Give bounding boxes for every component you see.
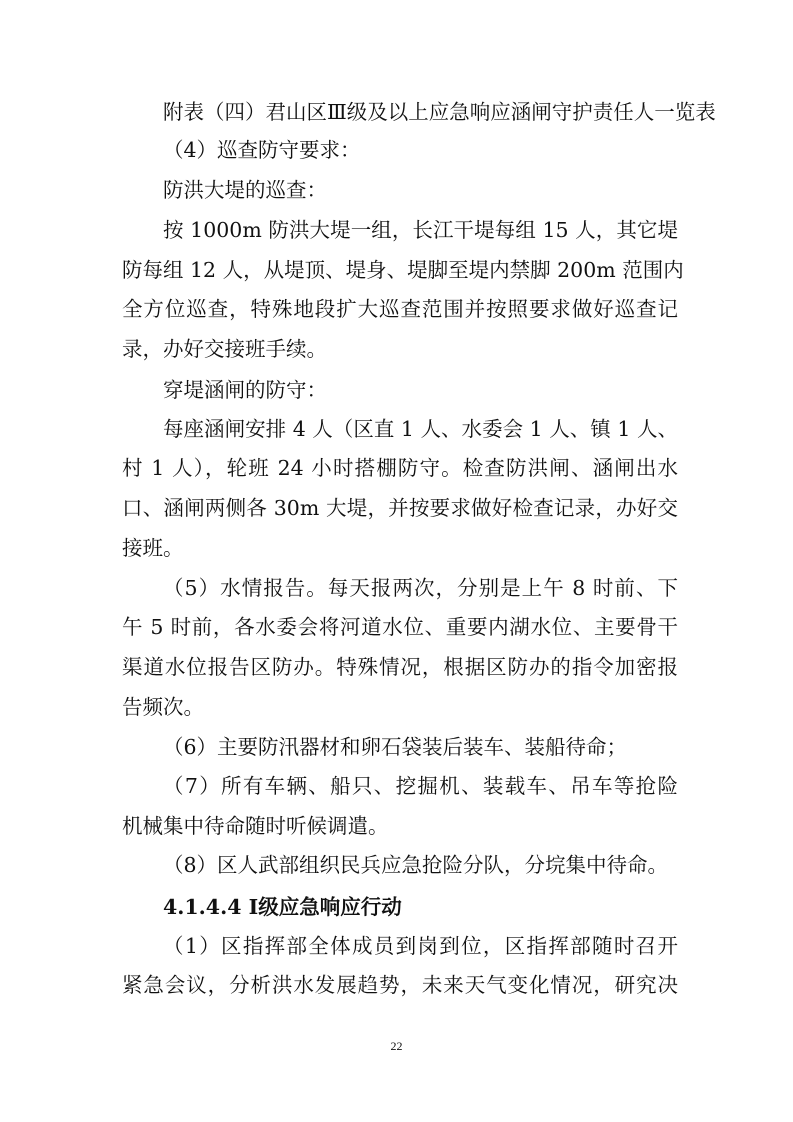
page-number: 22 xyxy=(390,1039,403,1053)
paragraph-line: 渠道水位报告区防办。特殊情况，根据区防办的指令加密报 xyxy=(122,655,678,679)
paragraph-line: 村 1 人），轮班 24 小时搭棚防守。检查防洪闸、涵闸出水 xyxy=(122,456,678,480)
paragraph-line: 防每组 12 人，从堤顶、堤身、堤脚至堤内禁脚 200m 范围内 xyxy=(122,258,684,282)
paragraph-line: （4）巡查防守要求： xyxy=(163,138,361,162)
paragraph-line: （8）区人武部组织民兵应急抢险分队，分垸集中待命。 xyxy=(163,853,669,877)
paragraph-line: 接班。 xyxy=(122,536,184,560)
paragraph-line: （7）所有车辆、船只、挖掘机、装载车、吊车等抢险 xyxy=(163,774,678,798)
paragraph-line: （1）区指挥部全体成员到岗到位，区指挥部随时召开 xyxy=(163,934,678,958)
paragraph-line: （6）主要防汛器材和卵石袋装后装车、装船待命； xyxy=(163,735,628,759)
section-heading: 4.1.4.4 Ⅰ级应急响应行动 xyxy=(163,895,402,919)
paragraph-line: 全方位巡查，特殊地段扩大巡查范围并按照要求做好巡查记 xyxy=(122,297,678,321)
paragraph-line: 告频次。 xyxy=(122,695,204,719)
paragraph-line: 防洪大堤的巡查： xyxy=(163,178,327,202)
paragraph-line: 紧急会议，分析洪水发展趋势，未来天气变化情况，研究决 xyxy=(122,973,678,997)
paragraph-line: 按 1000m 防洪大堤一组，长江干堤每组 15 人，其它堤 xyxy=(163,218,678,242)
paragraph-line: 午 5 时前，各水委会将河道水位、重要内湖水位、主要骨干 xyxy=(122,615,678,639)
paragraph-line: 机械集中待命随时听候调遣。 xyxy=(122,814,389,838)
paragraph-line: 穿堤涵闸的防守： xyxy=(163,378,327,402)
paragraph-line: 每座涵闸安排 4 人（区直 1 人、水委会 1 人、镇 1 人、 xyxy=(163,417,678,441)
paragraph-line: （5）水情报告。每天报两次，分别是上午 8 时前、下 xyxy=(163,576,678,600)
paragraph-line: 录，办好交接班手续。 xyxy=(122,337,327,361)
paragraph-line: 口、涵闸两侧各 30m 大堤，并按要求做好检查记录，办好交 xyxy=(122,496,678,520)
table-caption: 附表（四）君山区Ⅲ级及以上应急响应涵闸守护责任人一览表 xyxy=(163,100,716,124)
